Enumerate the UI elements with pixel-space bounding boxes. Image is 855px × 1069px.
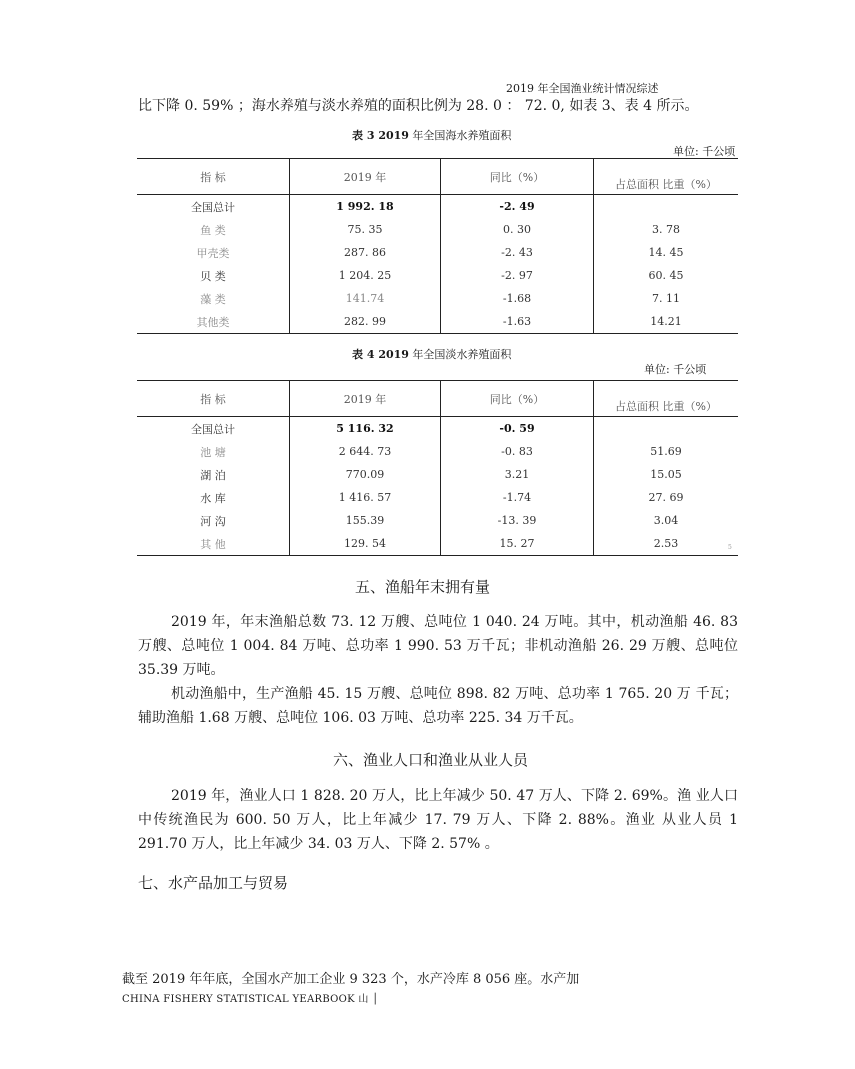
table-cell: -0. 59	[441, 417, 594, 441]
table-cell: -2. 49	[441, 195, 594, 219]
section5-body	[138, 610, 738, 730]
table-cell: -2. 43	[441, 241, 594, 264]
table-cell: 287. 86	[290, 241, 441, 264]
section6-paragraph: 2019 年，渔业人口 1 828. 20 万人，比上年减少 50. 47 万人、下降 2. 69%。渔 业人口中传统渔民为 600. 50 万人，比上年减少 17. 79 万人、下降 2. 88%。渔业 从业人员 1 291.70 万人，比上年减少 34. 03 万人、下降 2. 57% 。	[138, 788, 738, 852]
table-cell: 75. 35	[290, 218, 441, 241]
table-cell: 282. 99	[290, 310, 441, 334]
section5-paragraph: 机动渔船中，生产渔船 45. 15 万艘、总吨位 898. 82 万吨、总功率 1 765. 20 万 千瓦；辅助渔船 1.68 万艘、总吨位 106. 03 万吨、总功率 225. 34 万千瓦。	[138, 686, 738, 726]
intro-line: 比下降 0. 59% ；海水养殖与淡水养殖的面积比例为 28. 0 ： 72. 0, 如表 3、表 4 所示。	[138, 98, 699, 114]
table-cell: 湖 泊	[137, 463, 290, 486]
section5-heading: 五、渔船年末拥有量	[355, 578, 491, 596]
table-row	[137, 532, 738, 556]
table-cell: -13. 39	[441, 509, 594, 532]
table-cell: 2.53	[594, 532, 739, 556]
table4-title-number: 表 4 2019	[352, 348, 409, 361]
table3-unit: 单位: 千公顷	[673, 145, 736, 158]
table4	[137, 380, 738, 556]
table-cell: 0. 30	[441, 218, 594, 241]
table3-title-number: 表 3 2019	[352, 129, 409, 142]
table-cell: 14. 45	[648, 246, 684, 259]
table-cell: -0. 83	[441, 440, 594, 463]
yearbook-footer: CHINA FISHERY STATISTICAL YEARBOOK 山 │	[122, 994, 379, 1005]
table-cell: 14.21	[594, 310, 739, 334]
table-cell: 60. 45	[648, 269, 684, 282]
table-cell	[594, 417, 739, 441]
table-cell: 770.09	[290, 463, 441, 486]
table-row	[137, 417, 738, 441]
table-row	[137, 195, 738, 219]
table-cell: 1 416. 57	[290, 486, 441, 509]
table3-header-row	[137, 159, 738, 195]
table-cell: 141.74	[290, 287, 441, 310]
table-cell: 129. 54	[290, 532, 441, 556]
table-cell: -1.68	[441, 287, 594, 310]
table-cell: 155.39	[290, 509, 441, 532]
table-row	[137, 264, 738, 287]
table3-title-text: 年全国海水养殖面积	[408, 129, 512, 142]
section6-body	[138, 784, 738, 856]
table4-header-row	[137, 381, 738, 417]
table-cell: 贝 类	[137, 264, 290, 287]
table3-header-cell: 占总面积 比重（%）	[594, 159, 739, 195]
table-cell: 3.21	[441, 463, 594, 486]
table4-header-cell: 占总面积 比重（%）	[594, 381, 739, 417]
table4-header-cell: 指 标	[137, 381, 290, 417]
table-cell: 河 沟	[137, 509, 290, 532]
table4-unit: 单位: 千公顷	[644, 363, 707, 376]
running-header: 2019 年全国渔业统计情况综述	[506, 82, 659, 95]
table-cell: 其他类	[137, 310, 290, 334]
table-cell: 15.05	[650, 468, 682, 481]
table-row	[137, 486, 738, 509]
table3-header-cell: 同比（%）	[441, 159, 594, 195]
table3-header-cell: 2019 年	[290, 159, 441, 195]
table3-header-cell: 指 标	[137, 159, 290, 195]
table4-header-cell: 同比（%）	[441, 381, 594, 417]
footer-text: 截至 2019 年年底，全国水产加工企业 9 323 个，水产冷库 8 056 座。水产加	[122, 972, 580, 987]
table-row	[137, 509, 738, 532]
table-cell: 15. 27	[441, 532, 594, 556]
table-cell: 51.69	[650, 445, 682, 458]
table4-header-cell: 2019 年	[290, 381, 441, 417]
table-cell: 3.04	[653, 514, 679, 527]
table-cell: 藻 类	[137, 287, 290, 310]
table-cell: 甲壳类	[137, 241, 290, 264]
table-row	[137, 310, 738, 334]
table-cell: 7. 11	[652, 292, 680, 305]
table-cell: 全国总计	[137, 195, 290, 219]
table-cell: 池 塘	[137, 440, 290, 463]
table-cell: 3. 78	[652, 223, 680, 236]
table-row	[137, 218, 738, 241]
section5-paragraph: 2019 年，年末渔船总数 73. 12 万艘、总吨位 1 040. 24 万吨。其中，机动渔船 46. 83 万艘、总吨位 1 004. 84 万吨、总功率 1 990. 53 万千瓦；非机动渔船 26. 29 万艘、总吨位 35.39 万吨。	[138, 614, 738, 678]
table-row	[137, 440, 738, 463]
table-cell: 5 116. 32	[290, 417, 441, 441]
table-cell: 全国总计	[137, 417, 290, 441]
page-mark: 5	[728, 544, 732, 551]
table-cell	[594, 195, 739, 219]
table-cell: 鱼 类	[137, 218, 290, 241]
table-cell: 水 库	[137, 486, 290, 509]
section6-heading: 六、渔业人口和渔业从业人员	[333, 751, 529, 769]
table-cell: 2 644. 73	[290, 440, 441, 463]
table-cell: 27. 69	[648, 491, 684, 504]
table-cell: 1 992. 18	[290, 195, 441, 219]
table-row	[137, 287, 738, 310]
table-row	[137, 241, 738, 264]
table3	[137, 158, 738, 334]
table-cell: 其 他	[137, 532, 290, 556]
section7-heading: 七、水产品加工与贸易	[138, 874, 289, 892]
table-row	[137, 463, 738, 486]
table-cell: -2. 97	[441, 264, 594, 287]
table-cell: -1.63	[441, 310, 594, 334]
table3-title	[352, 127, 511, 143]
table-cell: 1 204. 25	[290, 264, 441, 287]
table4-title	[352, 346, 511, 362]
table-cell: -1.74	[441, 486, 594, 509]
table4-title-text: 年全国淡水养殖面积	[408, 348, 512, 361]
